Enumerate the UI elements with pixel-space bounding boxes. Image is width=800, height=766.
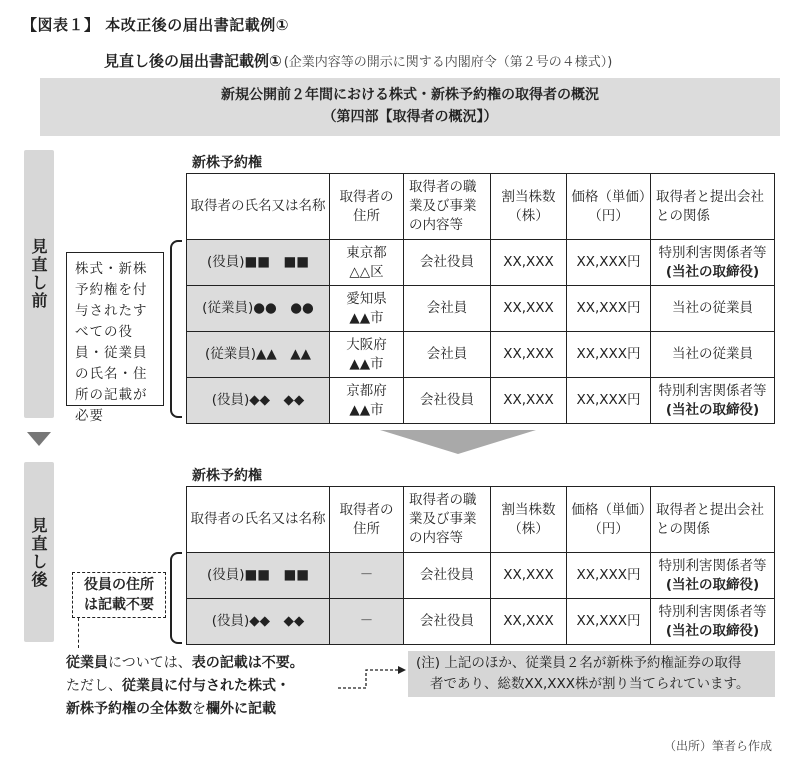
emp-l1b: については、 — [108, 655, 192, 671]
addr-line2: ▲▲市 — [349, 309, 384, 326]
addr-line2: ▲▲市 — [349, 401, 384, 418]
cell-occupation: 会社役員 — [404, 553, 491, 599]
after-brace — [170, 552, 182, 644]
employee-note-line1 — [66, 652, 304, 675]
cell-name: (役員)■■ ■■ — [187, 240, 330, 286]
cell-price: XX,XXX円 — [567, 332, 651, 378]
cell-relation — [651, 599, 775, 645]
cell-address — [330, 240, 404, 286]
before-brace — [170, 240, 182, 418]
addr-line1: 愛知県 — [346, 290, 387, 307]
after-callout-line1: 役員の住所 — [84, 577, 154, 593]
employee-note-line3 — [66, 698, 304, 721]
header-name: 取得者の氏名又は名称 — [187, 174, 330, 240]
cell-relation — [651, 553, 775, 599]
banner-line1: 新規公開前２年間における株式・新株予約権の取得者の概況 — [221, 87, 599, 103]
header-occupation: 取得者の職業及び事業の内容等 — [404, 174, 491, 240]
before-side-bar — [24, 150, 54, 418]
cell-occupation: 会社役員 — [404, 599, 491, 645]
after-callout-line2: は記載不要 — [84, 597, 154, 613]
cell-relation — [651, 332, 775, 378]
employee-note-line2 — [66, 675, 304, 698]
table-row — [187, 553, 775, 599]
subtitle-main: 見直し後の届出書記載例① — [104, 52, 282, 70]
cell-relation — [651, 378, 775, 424]
subtitle-note: (企業内容等の開示に関する内閣府令（第２号の４様式）) — [283, 55, 613, 70]
before-callout — [66, 252, 164, 424]
cell-price: XX,XXX円 — [567, 553, 651, 599]
before-header-row — [187, 174, 775, 240]
cell-address — [330, 332, 404, 378]
banner — [40, 78, 780, 136]
table-row — [187, 240, 775, 286]
cell-occupation: 会社員 — [404, 332, 491, 378]
remark-line2: 者であり、総数XX,XXX株が割り当てられています。 — [430, 676, 750, 692]
table-row — [187, 378, 775, 424]
cell-relation — [651, 286, 775, 332]
cell-address: － — [330, 599, 404, 645]
header-shares: 割当株数（株） — [491, 174, 567, 240]
header-relation: 取得者と提出会社との関係 — [651, 174, 775, 240]
addr-line2: ▲▲市 — [349, 355, 384, 372]
emp-l1c: 表の記載は不要。 — [191, 655, 304, 671]
before-side-label: 見直し前 — [29, 238, 48, 310]
header-occupation: 取得者の職業及び事業の内容等 — [404, 487, 491, 553]
cell-price: XX,XXX円 — [567, 378, 651, 424]
rel-line2: (当社の取締役) — [665, 401, 760, 418]
after-side-bar — [24, 462, 54, 642]
cell-address — [330, 286, 404, 332]
before-table — [186, 173, 775, 424]
cell-relation — [651, 240, 775, 286]
header-price: 価格（単価）（円） — [567, 487, 651, 553]
after-callout — [72, 572, 166, 618]
emp-l2b: 従業員に付与された株式・ — [122, 678, 290, 694]
table-row — [187, 286, 775, 332]
rel-line2: (当社の取締役) — [665, 263, 760, 280]
header-price: 価格（単価）（円） — [567, 174, 651, 240]
remark-line1: (注) 上記のほか、従業員２名が新株予約権証券の取得 — [416, 655, 742, 671]
cell-price: XX,XXX円 — [567, 240, 651, 286]
addr-line1: 京都府 — [346, 382, 387, 399]
cell-shares: XX,XXX — [491, 553, 567, 599]
addr-line2: △△区 — [349, 263, 384, 280]
table-row — [187, 332, 775, 378]
cell-shares: XX,XXX — [491, 378, 567, 424]
cell-name: (従業員)●● ●● — [187, 286, 330, 332]
cell-price: XX,XXX円 — [567, 286, 651, 332]
figure-title: 【図表１】 本改正後の届出書記載例① — [22, 16, 289, 34]
rel-line1: 当社の従業員 — [672, 346, 753, 362]
cell-address: － — [330, 553, 404, 599]
emp-l2a: ただし、 — [66, 678, 122, 694]
source-note: （出所）筆者ら作成 — [663, 739, 772, 753]
remark-box — [408, 651, 775, 697]
before-section-label: 新株予約権 — [192, 155, 262, 171]
header-relation: 取得者と提出会社との関係 — [651, 487, 775, 553]
emp-l3c: 欄外に記載 — [206, 701, 276, 717]
rel-line2: (当社の取締役) — [665, 576, 760, 593]
cell-name: (役員)◆◆ ◆◆ — [187, 599, 330, 645]
callout-connector — [78, 618, 79, 648]
emp-l3b: を — [192, 701, 206, 717]
after-side-label: 見直し後 — [29, 517, 48, 589]
addr-line1: 大阪府 — [346, 336, 387, 353]
addr-line1: 東京都 — [346, 244, 387, 261]
cell-shares: XX,XXX — [491, 240, 567, 286]
cell-occupation: 会社役員 — [404, 378, 491, 424]
header-name: 取得者の氏名又は名称 — [187, 487, 330, 553]
rel-line1: 特別利害関係者等 — [658, 382, 767, 399]
after-header-row — [187, 487, 775, 553]
cell-shares: XX,XXX — [491, 286, 567, 332]
figure-subtitle — [104, 50, 612, 71]
rel-line1: 特別利害関係者等 — [658, 557, 767, 574]
emp-l1a: 従業員 — [66, 655, 108, 671]
rel-line1: 特別利害関係者等 — [658, 603, 767, 620]
table-row — [187, 599, 775, 645]
cell-occupation: 会社員 — [404, 286, 491, 332]
before-callout-text: 株式・新株予約権を付与されたすべての役員・従業員の氏名・住所の記載が必要 — [75, 261, 148, 424]
employee-note — [66, 652, 304, 721]
emp-l3a: 新株予約権の全体数 — [66, 701, 192, 717]
dashed-arrow-icon — [336, 664, 408, 694]
cell-name: (役員)■■ ■■ — [187, 553, 330, 599]
cell-name: (従業員)▲▲ ▲▲ — [187, 332, 330, 378]
cell-address — [330, 378, 404, 424]
cell-price: XX,XXX円 — [567, 599, 651, 645]
cell-name: (役員)◆◆ ◆◆ — [187, 378, 330, 424]
cell-shares: XX,XXX — [491, 332, 567, 378]
cell-shares: XX,XXX — [491, 599, 567, 645]
rel-line1: 特別利害関係者等 — [658, 244, 767, 261]
header-address: 取得者の住所 — [330, 174, 404, 240]
after-section-label: 新株予約権 — [192, 468, 262, 484]
down-triangle-icon — [27, 432, 51, 446]
header-shares: 割当株数（株） — [491, 487, 567, 553]
transition-arrow-icon — [380, 430, 536, 454]
header-address: 取得者の住所 — [330, 487, 404, 553]
rel-line2: (当社の取締役) — [665, 622, 760, 639]
rel-line1: 当社の従業員 — [672, 300, 753, 316]
cell-occupation: 会社役員 — [404, 240, 491, 286]
banner-line2: （第四部【取得者の概況】） — [322, 109, 498, 125]
after-table — [186, 486, 775, 645]
